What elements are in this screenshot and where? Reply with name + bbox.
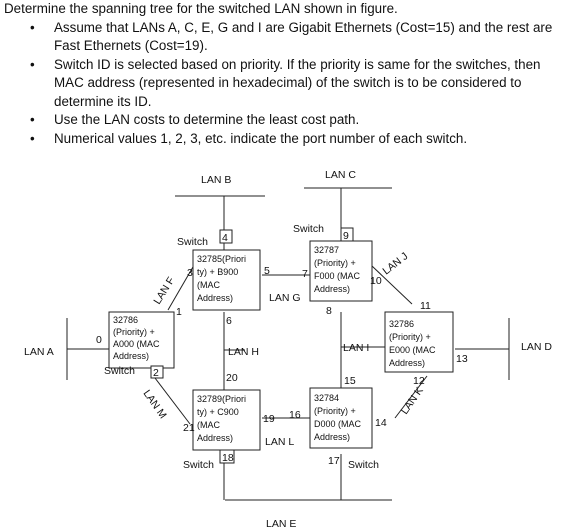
switch-id-line: Address)	[113, 351, 150, 361]
bullet-line: determine its ID.	[54, 93, 152, 109]
lan-e-label: LAN E	[266, 518, 297, 530]
port-number: 3	[187, 267, 193, 279]
switch-id-line: Address)	[197, 293, 234, 303]
port-number: 12	[413, 375, 425, 387]
switch-id-line: (Priority) +	[314, 406, 356, 416]
port-number: 7	[302, 268, 308, 280]
switch-id-line: A000 (MAC	[113, 339, 160, 349]
lan-i-label: LAN I	[343, 342, 370, 354]
switch-id-line: 32789(Priori	[197, 394, 247, 404]
port-number: 9	[343, 230, 349, 242]
switch-id-line: 32786	[113, 315, 139, 325]
switch-id-line: E000 (MAC	[389, 345, 436, 355]
bullet-icon: •	[30, 56, 35, 72]
bullet-line: Use the LAN costs to determine the least cost path.	[54, 112, 360, 127]
bullet-line: MAC address (represented in hexadecimal) of the switch is to be considered to	[54, 75, 522, 90]
bullet-line: Assume that LANs A, C, E, G and I are Gigabit Ethernets (Cost=15) and the rest are	[54, 19, 553, 35]
switch-name-left: Switch	[104, 365, 135, 377]
switch-id-line: (Priority) +	[389, 332, 431, 342]
lan-c-label: LAN C	[325, 169, 356, 181]
port-number: 8	[326, 305, 332, 317]
switch-name-bottom-left: Switch	[183, 459, 214, 471]
port-number: 18	[222, 452, 234, 464]
bullet-icon: •	[30, 112, 35, 127]
question-title: Determine the spanning tree for the switched LAN shown in figure.	[4, 1, 398, 16]
port-number: 10	[370, 275, 382, 287]
switch-id-line: (Priority) +	[113, 327, 155, 337]
port-number: 21	[183, 422, 195, 434]
port-number: 11	[420, 300, 431, 312]
switch-id-line: (Priority) +	[314, 258, 356, 268]
port-number: 16	[289, 409, 301, 421]
switch-id-line: F000 (MAC	[314, 271, 361, 281]
switch-name-top-middle: Switch	[293, 223, 324, 235]
port-number: 1	[176, 306, 182, 318]
lan-f-label: LAN F	[151, 274, 178, 307]
port-number: 4	[222, 232, 228, 244]
port-number: 17	[328, 455, 340, 467]
lan-k-label: LAN K	[398, 384, 426, 417]
switch-id-line: D000 (MAC	[314, 419, 362, 429]
port-number: 20	[226, 372, 238, 384]
switch-id-line: Address)	[314, 432, 351, 442]
lan-d-label: LAN D	[521, 341, 552, 353]
lan-m-label: LAN M	[140, 387, 169, 422]
switch-name-bottom-right: Switch	[348, 459, 379, 471]
port-number: 13	[456, 353, 468, 365]
port-number: 6	[226, 315, 232, 327]
switch-id-line: Address)	[197, 433, 234, 443]
lan-l-label: LAN L	[265, 436, 295, 448]
switch-id-line: Address)	[389, 358, 426, 368]
lan-j-label: LAN J	[380, 250, 411, 278]
switch-id-line: 32786	[389, 319, 415, 329]
bullet-line: Switch ID is selected based on priority. If the priority is same for the switches, then	[54, 56, 541, 72]
bullet-line: Numerical values 1, 2, 3, etc. indicate the port number of each switch.	[54, 130, 468, 146]
switch-id-line: ty) + C900	[197, 407, 239, 417]
port-number: 0	[96, 334, 102, 346]
port-number: 14	[375, 417, 387, 429]
port-number: 5	[264, 265, 270, 277]
port-number: 15	[344, 375, 356, 387]
switch-id-line: Address)	[314, 284, 351, 294]
switch-id-line: 32787	[314, 245, 340, 255]
switch-id-line: 32784	[314, 393, 340, 403]
lan-h-label: LAN H	[228, 346, 259, 358]
lan-a-label: LAN A	[24, 346, 54, 358]
bullet-icon: •	[30, 19, 35, 35]
switch-name-top-left: Switch	[177, 236, 208, 248]
port-number: 2	[153, 367, 159, 379]
switch-id-line: (MAC	[197, 420, 220, 430]
switch-id-line: ty) + B900	[197, 267, 239, 277]
switch-id-line: 32785(Priori	[197, 254, 247, 264]
port-number: 19	[263, 413, 275, 425]
lan-b-label: LAN B	[201, 174, 232, 186]
lan-g-label: LAN G	[269, 292, 301, 304]
bullet-line: Fast Ethernets (Cost=19).	[54, 38, 208, 53]
bullet-icon: •	[30, 130, 35, 146]
switch-id-line: (MAC	[197, 280, 220, 290]
